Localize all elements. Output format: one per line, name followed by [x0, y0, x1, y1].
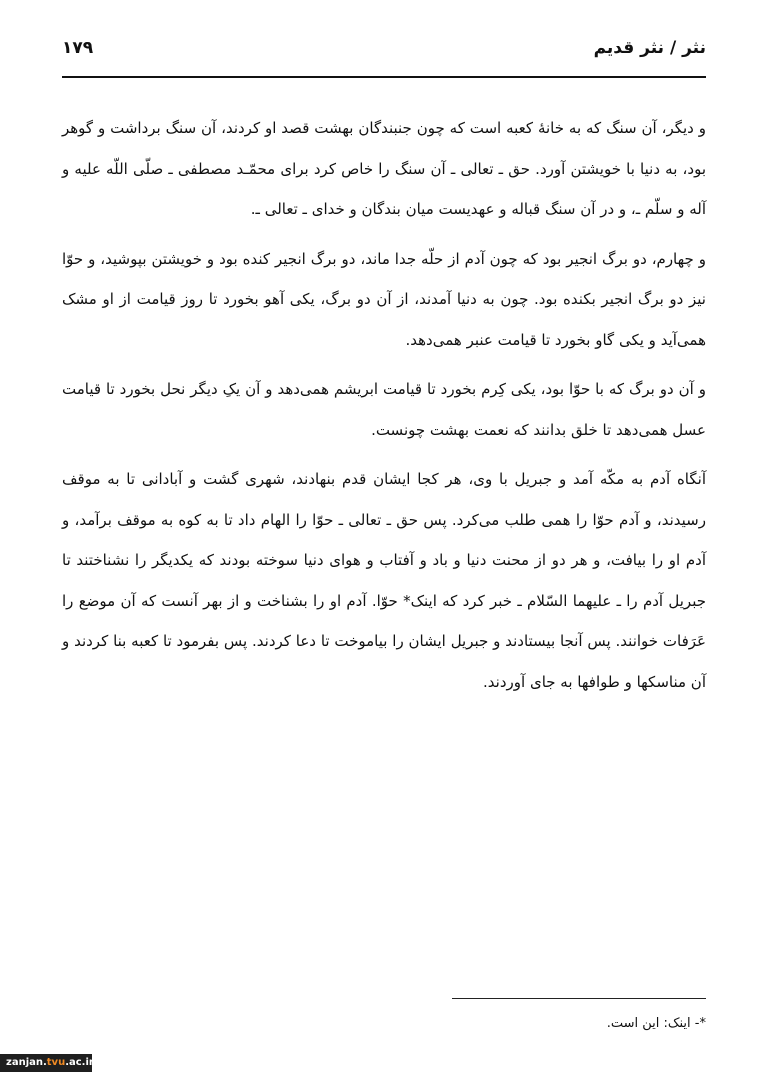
paragraph-2: و چهارم، دو برگ انجیر بود که چون آدم از حلّه جدا ماند، دو برگ انجیر کنده بود و خویشتن بپوشید، و حوّا نیز دو برگ انجیر بکنده بود. چون به دنیا آمدند، از آن دو برگ، یکی آهو بخورد تا روز قیامت از او مشک همی‌آید و یکی گاو بخورد تا قیامت عنبر همی‌دهد.	[62, 249, 706, 349]
watermark-accent: tvu	[46, 1057, 66, 1068]
site-watermark	[0, 1054, 92, 1072]
page-header	[62, 38, 706, 78]
page-number: ۱۷۹	[62, 38, 94, 58]
main-text	[62, 108, 706, 711]
paragraph-1: و دیگر، آن سنگ که به خانهٔ کعبه است که چون جنبندگان بهشت قصد او کردند، آن سنگ برداشت و گوهر بود، به دنیا با خویشتن آورد. حق ـ تعالی ـ آن سنگ را خاص کرد برای محمّـد مصطفی ـ صلّی اللّه علیه و آله و سلّم ـ، و در آن سنگ قباله و عهدیست میان بندگان و خدای ـ تعالی ـ.	[62, 119, 706, 218]
paragraph-3: و آن دو برگ که با حوّا بود، یکی کِرم بخورد تا قیامت ابریشم همی‌دهد و آن یکِ دیگر نحل بخورد تا قیامت عسل همی‌دهد تا خلق بدانند که نعمت بهشت چونست.	[62, 380, 706, 439]
footnote-rule	[452, 998, 706, 999]
footnote: *- اینک: این است.	[606, 1016, 706, 1031]
header-rule	[62, 76, 706, 78]
paragraph-4: آنگاه آدم به مکّه آمد و جبریل با وی، هر کجا ایشان قدم بنهادند، شهری گشت و آبادانی تا به موقف رسیدند، و آدم حوّا را همی طلب می‌کرد. پس حق ـ تعالی ـ حوّا را الهام داد تا به کوه به موقف برآمد، و آدم او را بیافت، و هر دو از محنت دنیا و باد و آفتاب و هوای دنیا سوخته بودند که یکدیگر را نشناختند تا جبریل آدم را ـ علیهما السّلام ـ خبر کرد که اینک* حوّا. آدم او را بشناخت و از بهر آنست که آن موضع را عَرَفات خوانند. پس آنجا بیستادند و جبریل ایشان را بیاموخت تا دعا کردند. پس بفرمود تا کعبه بنا کردند و آن مناسکها و طوافها به جای آوردند.	[62, 470, 706, 691]
watermark-prefix: zanjan.	[6, 1057, 47, 1068]
watermark-suffix: .ac.ir	[65, 1057, 94, 1068]
running-title: نثر / نثر قدیم	[593, 38, 706, 58]
